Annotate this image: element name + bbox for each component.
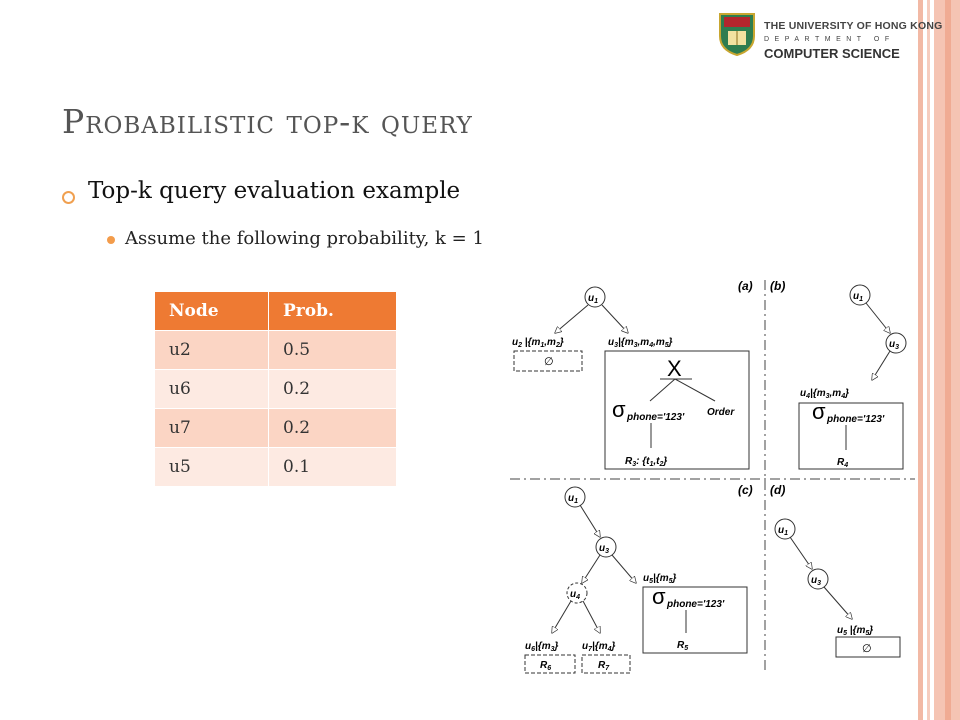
table-header: Prob. xyxy=(269,292,397,331)
panel-label-b: (b) xyxy=(770,279,786,293)
logo-department: DEPARTMENT OF xyxy=(764,36,895,43)
logo-dept-name: COMPUTER SCIENCE xyxy=(764,46,900,61)
svg-text:σ: σ xyxy=(612,397,626,422)
table-cell: 0.5 xyxy=(269,331,397,370)
svg-text:u1: $u_1$ xyxy=(853,291,864,303)
panel-label-c: (c) xyxy=(738,483,753,497)
bullet-dot-icon xyxy=(107,236,115,244)
slide-title: Probabilistic top-k query xyxy=(62,102,473,141)
svg-text:∅: ∅ xyxy=(544,356,554,368)
svg-text:u3: $u_3$ xyxy=(599,543,610,555)
svg-text:σ: σ xyxy=(652,584,666,609)
table-cell: 0.2 xyxy=(269,370,397,409)
svg-text:Order: Order xyxy=(707,407,735,418)
table-row xyxy=(155,331,396,370)
table-row xyxy=(155,448,396,487)
svg-text:u6|{m3}: $u_6|\{m_3\}$ xyxy=(525,641,559,653)
probability-table xyxy=(155,292,396,486)
query-plan-diagram xyxy=(500,275,920,685)
table-cell: u7 xyxy=(155,409,269,448)
table-cell: 0.2 xyxy=(269,409,397,448)
svg-text:R4: $R_4$ xyxy=(837,457,849,469)
logo-university-name: THE UNIVERSITY OF HONG KONG xyxy=(764,20,943,32)
panel-label-d: (d) xyxy=(770,483,786,497)
table-cell: u2 xyxy=(155,331,269,370)
panel-label-a: (a) xyxy=(738,279,753,293)
table-cell: 0.1 xyxy=(269,448,397,487)
svg-text:u1: $u_1$ xyxy=(588,293,599,305)
bullet-ring-icon xyxy=(62,191,75,204)
svg-text:u1: $u_1$ xyxy=(778,525,789,537)
svg-text:σ: σ xyxy=(812,399,826,424)
svg-text:phone='123': phone='123' xyxy=(827,414,885,425)
svg-text:R5: $R_5$ xyxy=(677,640,689,652)
decorative-bar xyxy=(927,0,930,720)
svg-text:R3: {t1,t2}: $R_3$: $\{t_1,t_2\}$ xyxy=(625,456,668,468)
crest-icon xyxy=(718,12,756,56)
university-logo xyxy=(716,10,943,61)
svg-text:R6: $R_6$ xyxy=(540,660,552,672)
svg-text:u2 |{m1,m2}: $u_2$ $|\{m_1,m_2\}$ xyxy=(512,337,564,349)
svg-text:phone='123': phone='123' xyxy=(627,412,685,423)
bullet-sub: Assume the following probability, k = 1 xyxy=(125,228,484,249)
svg-text:phone='123': phone='123' xyxy=(667,599,725,610)
svg-text:R7: $R_7$ xyxy=(598,660,610,672)
svg-text:u5|{m5}: $u_5|\{m_5\}$ xyxy=(643,573,677,585)
svg-text:u4|{m3,m4}: $u_4|\{m_3,m_4\}$ xyxy=(800,388,849,400)
svg-text:u7|{m4}: $u_7|\{m_4\}$ xyxy=(582,641,616,653)
svg-text:X: X xyxy=(667,356,682,381)
svg-text:u1: $u_1$ xyxy=(568,493,579,505)
table-header: Node xyxy=(155,292,269,331)
table-cell: u5 xyxy=(155,448,269,487)
svg-text:∅: ∅ xyxy=(862,643,872,655)
decorative-bar xyxy=(945,0,951,720)
table-row xyxy=(155,409,396,448)
svg-text:u4: $u_4$ xyxy=(570,589,581,601)
svg-text:u3|{m3,m4,m5}: $u_3|\{m_3,m_4,m_5\}$ xyxy=(608,337,673,349)
svg-text:u5 |{m5}: $u_5$ $|\{m_5\}$ xyxy=(837,625,874,637)
table-cell: u6 xyxy=(155,370,269,409)
bullet-main: Top-k query evaluation example xyxy=(88,178,461,204)
svg-text:u3: $u_3$ xyxy=(889,339,900,351)
table-row xyxy=(155,370,396,409)
svg-text:u3: $u_3$ xyxy=(811,575,822,587)
